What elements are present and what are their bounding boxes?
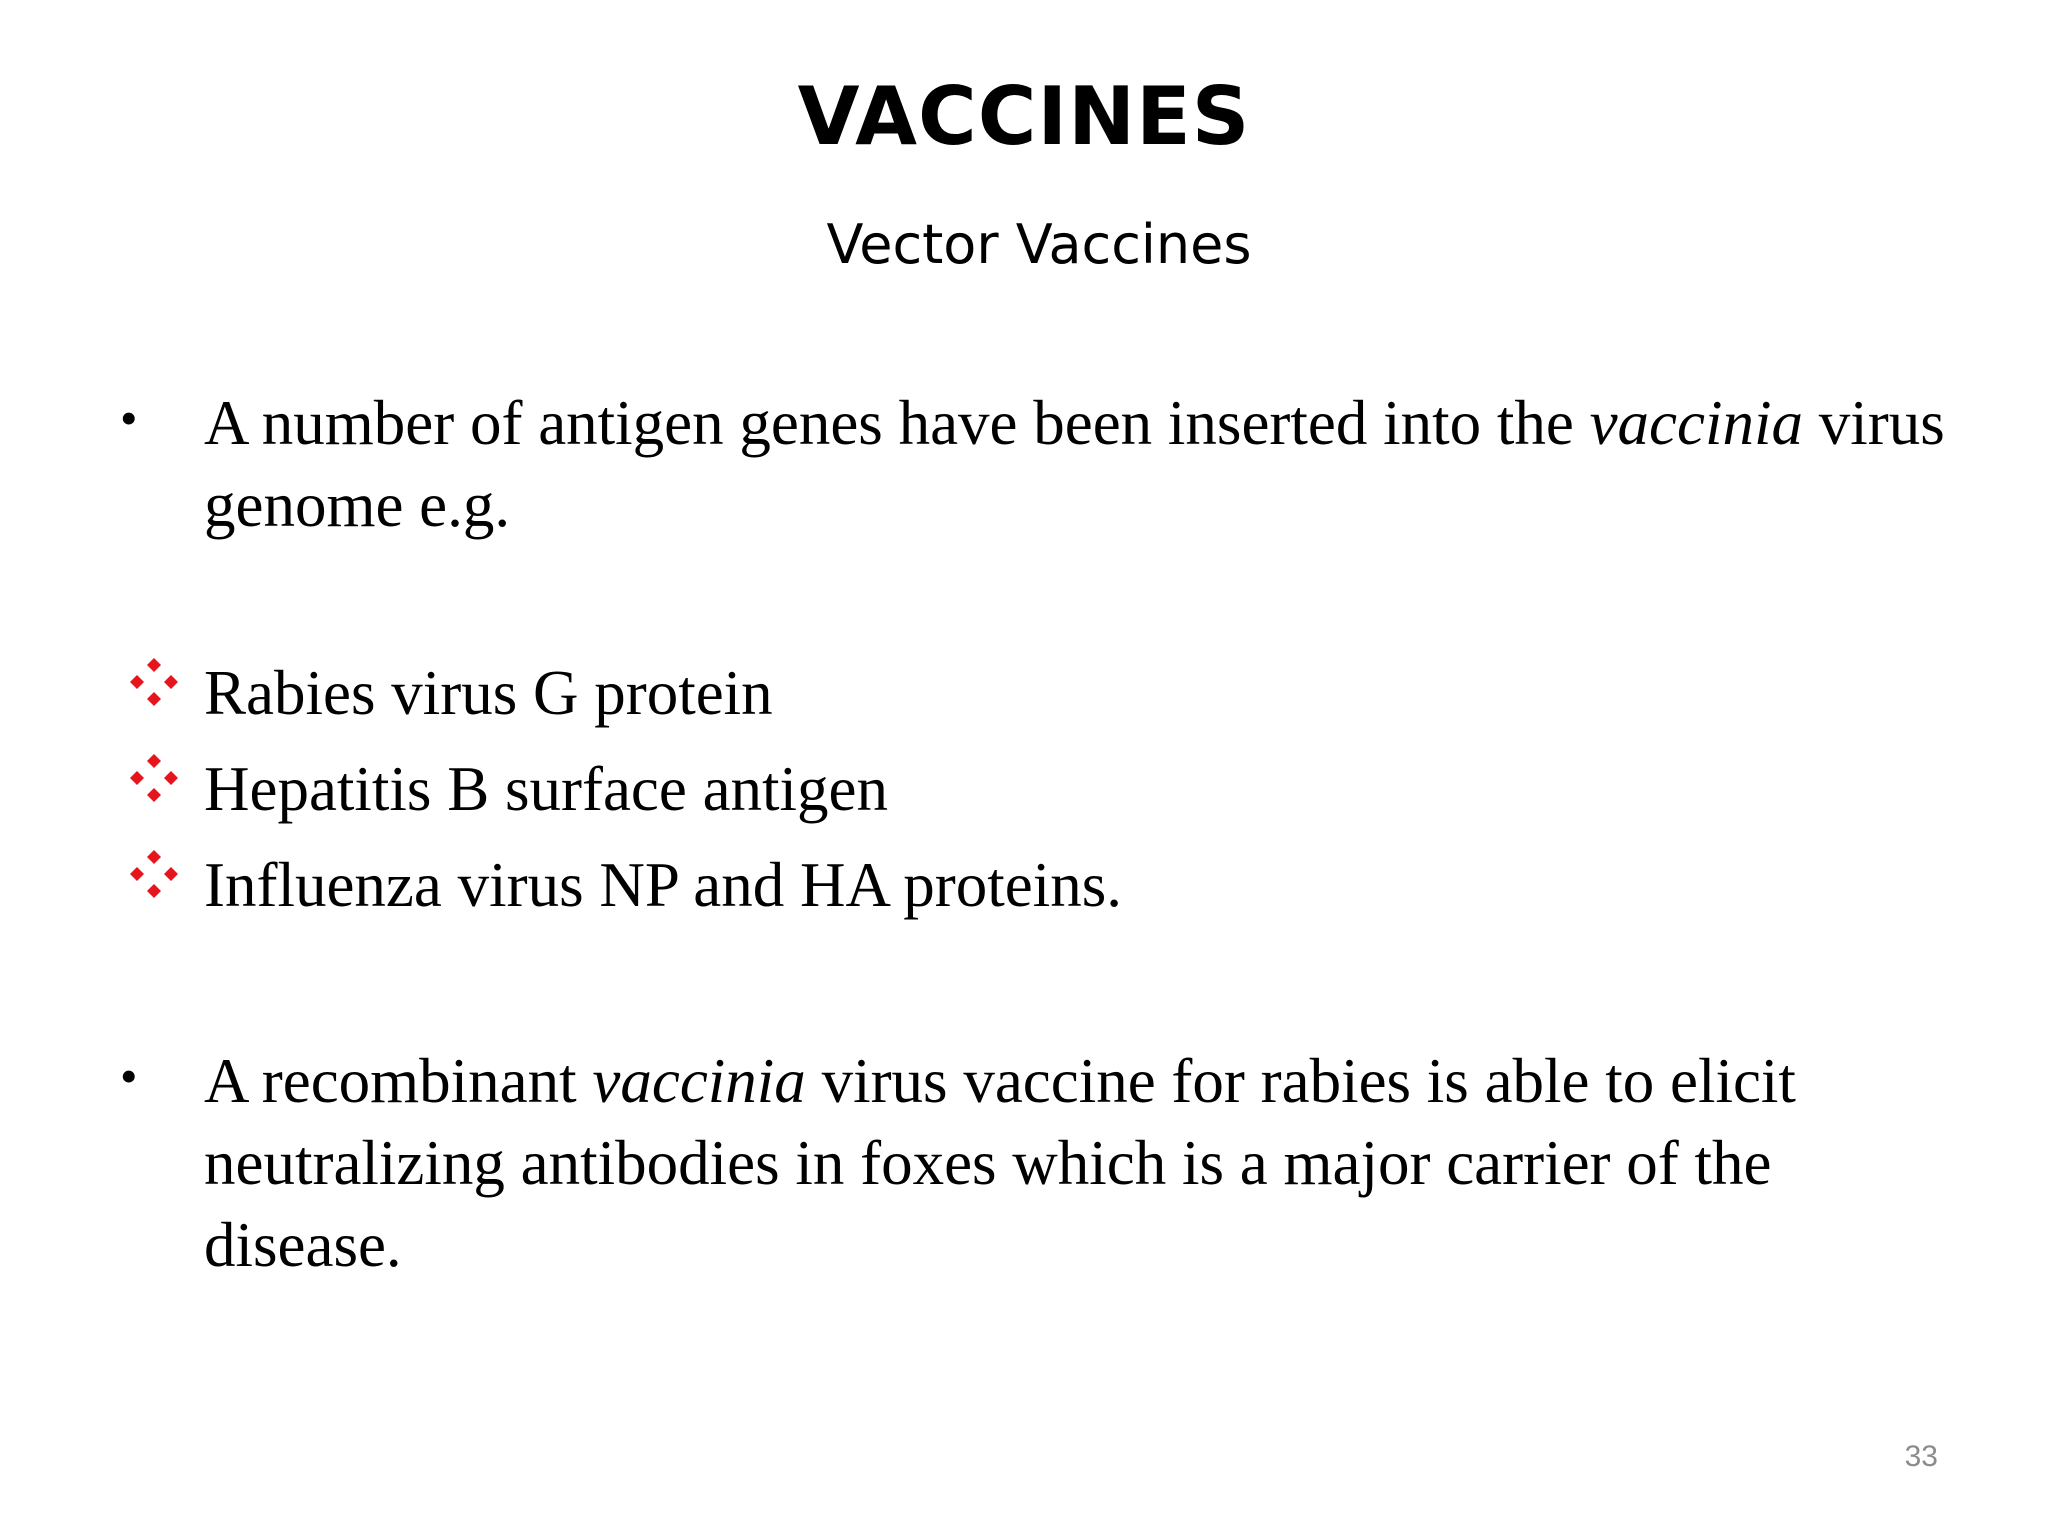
list-item-text: Rabies virus G protein [204, 658, 773, 728]
red-four-diamond-icon [128, 656, 180, 708]
bullet-icon: • [120, 1048, 138, 1104]
list-item-text: Hepatitis B surface antigen [204, 754, 889, 824]
list-item-text: Influenza virus NP and HA proteins. [204, 850, 1122, 920]
slide-title: VACCINES [797, 70, 1251, 163]
red-four-diamond-icon [128, 752, 180, 804]
bullet-icon: • [120, 390, 138, 446]
bullet-point-2 [120, 1040, 1980, 1286]
red-four-diamond-icon [128, 848, 180, 900]
list-item-2 [120, 748, 1920, 838]
page-number: 33 [1904, 1440, 1938, 1473]
list-item-1 [120, 652, 1920, 742]
bullet-text: A recombinant vaccinia virus vaccine for rabies is able to elicit neutralizing antibodies in foxes which is a major carrier of the disease. [204, 1046, 1796, 1280]
list-item-3 [120, 844, 1920, 934]
bullet-point-1 [120, 382, 1980, 546]
bullet-text: A number of antigen genes have been inserted into the vaccinia virus genome e.g. [204, 388, 1945, 540]
slide-subtitle: Vector Vaccines [826, 213, 1252, 276]
